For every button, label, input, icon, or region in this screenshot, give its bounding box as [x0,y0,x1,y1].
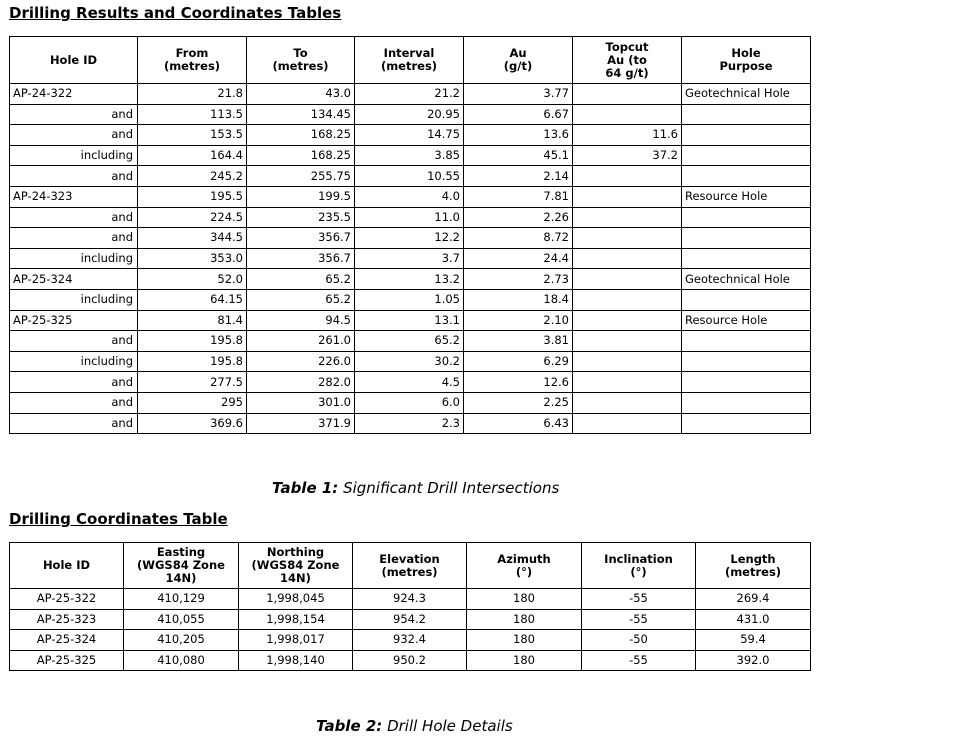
cell-interval: 21.2 [355,84,464,105]
col-easting: Easting (WGS84 Zone 14N) [124,543,239,589]
cell-interval: 14.75 [355,125,464,146]
table2-caption-label: Table 2: [316,717,383,735]
cell-azimuth: 180 [467,609,582,630]
cell-from: 153.5 [138,125,247,146]
col-to: To (metres) [247,37,355,84]
cell-purpose [682,413,811,434]
cell-interval: 65.2 [355,331,464,352]
table-row [10,289,811,310]
cell-elevation: 932.4 [353,630,467,651]
cell-northing: 1,998,140 [239,650,353,671]
cell-topcut [573,84,682,105]
cell-au: 7.81 [464,186,573,207]
cell-purpose [682,104,811,125]
cell-topcut [573,186,682,207]
cell-purpose [682,166,811,187]
cell-au: 18.4 [464,289,573,310]
cell-hole-id: and [10,125,138,146]
cell-au: 2.25 [464,392,573,413]
cell-topcut [573,351,682,372]
cell-au: 8.72 [464,228,573,249]
cell-interval: 10.55 [355,166,464,187]
cell-interval: 6.0 [355,392,464,413]
cell-topcut [573,269,682,290]
cell-topcut: 11.6 [573,125,682,146]
cell-au: 6.43 [464,413,573,434]
cell-to: 261.0 [247,331,355,352]
cell-easting: 410,055 [124,609,239,630]
col-topcut: Topcut Au (to 64 g/t) [573,37,682,84]
cell-au: 2.26 [464,207,573,228]
table-row [10,650,811,671]
cell-hole-id: including [10,248,138,269]
cell-easting: 410,129 [124,589,239,610]
cell-length: 431.0 [696,609,811,630]
col-azimuth: Azimuth (°) [467,543,582,589]
cell-from: 195.8 [138,351,247,372]
cell-au: 2.73 [464,269,573,290]
cell-au: 6.29 [464,351,573,372]
table1-caption [272,479,559,497]
cell-from: 195.5 [138,186,247,207]
cell-hole-id: and [10,392,138,413]
cell-hole-id: and [10,207,138,228]
cell-from: 164.4 [138,145,247,166]
cell-inclination: -55 [582,609,696,630]
table-row [10,589,811,610]
cell-to: 65.2 [247,269,355,290]
cell-au: 3.81 [464,331,573,352]
cell-purpose: Resource Hole [682,310,811,331]
cell-azimuth: 180 [467,589,582,610]
cell-to: 226.0 [247,351,355,372]
cell-to: 356.7 [247,248,355,269]
cell-au: 3.77 [464,84,573,105]
cell-topcut [573,392,682,413]
cell-purpose [682,207,811,228]
cell-from: 21.8 [138,84,247,105]
cell-topcut [573,310,682,331]
cell-interval: 1.05 [355,289,464,310]
cell-from: 344.5 [138,228,247,249]
cell-to: 65.2 [247,289,355,310]
cell-purpose [682,289,811,310]
cell-length: 269.4 [696,589,811,610]
cell-azimuth: 180 [467,650,582,671]
table-row [10,207,811,228]
cell-au: 2.14 [464,166,573,187]
cell-purpose [682,145,811,166]
cell-au: 6.67 [464,104,573,125]
cell-au: 12.6 [464,372,573,393]
cell-from: 195.8 [138,331,247,352]
cell-purpose: Geotechnical Hole [682,269,811,290]
cell-hole-id: AP-25-324 [10,269,138,290]
cell-to: 43.0 [247,84,355,105]
cell-purpose [682,392,811,413]
cell-from: 277.5 [138,372,247,393]
table-row [10,125,811,146]
table-row [10,351,811,372]
cell-elevation: 954.2 [353,609,467,630]
table-row [10,372,811,393]
table-row [10,331,811,352]
cell-topcut [573,228,682,249]
cell-purpose [682,351,811,372]
cell-topcut [573,207,682,228]
cell-elevation: 924.3 [353,589,467,610]
col-elevation: Elevation (metres) [353,543,467,589]
cell-interval: 13.1 [355,310,464,331]
cell-topcut [573,166,682,187]
cell-from: 245.2 [138,166,247,187]
cell-interval: 3.85 [355,145,464,166]
cell-hole-id: AP-25-325 [10,650,124,671]
cell-purpose: Geotechnical Hole [682,84,811,105]
cell-to: 282.0 [247,372,355,393]
cell-northing: 1,998,017 [239,630,353,651]
cell-inclination: -55 [582,589,696,610]
col-length: Length (metres) [696,543,811,589]
cell-hole-id: AP-25-325 [10,310,138,331]
cell-interval: 4.0 [355,186,464,207]
cell-to: 134.45 [247,104,355,125]
table1-caption-text: Significant Drill Intersections [338,479,560,497]
col-northing: Northing (WGS84 Zone 14N) [239,543,353,589]
cell-inclination: -50 [582,630,696,651]
table2-caption-text: Drill Hole Details [382,717,513,735]
cell-topcut [573,248,682,269]
cell-elevation: 950.2 [353,650,467,671]
table-row [10,310,811,331]
cell-easting: 410,205 [124,630,239,651]
drill-intersections-table [9,36,811,434]
cell-purpose [682,228,811,249]
cell-hole-id: including [10,289,138,310]
cell-hole-id: AP-25-322 [10,589,124,610]
table-header-row [10,543,811,589]
cell-purpose: Resource Hole [682,186,811,207]
cell-easting: 410,080 [124,650,239,671]
cell-interval: 4.5 [355,372,464,393]
cell-from: 353.0 [138,248,247,269]
results-heading: Drilling Results and Coordinates Tables [9,4,342,22]
cell-to: 94.5 [247,310,355,331]
cell-hole-id: AP-24-322 [10,84,138,105]
table2-caption [316,717,513,735]
cell-topcut: 37.2 [573,145,682,166]
cell-from: 52.0 [138,269,247,290]
cell-to: 301.0 [247,392,355,413]
table-row [10,392,811,413]
table-row [10,104,811,125]
cell-purpose [682,248,811,269]
cell-interval: 20.95 [355,104,464,125]
col-purpose: Hole Purpose [682,37,811,84]
cell-hole-id: and [10,413,138,434]
cell-hole-id: and [10,104,138,125]
col-from: From (metres) [138,37,247,84]
cell-purpose [682,372,811,393]
cell-interval: 11.0 [355,207,464,228]
cell-topcut [573,331,682,352]
cell-from: 64.15 [138,289,247,310]
cell-to: 199.5 [247,186,355,207]
table-row [10,186,811,207]
col-interval: Interval (metres) [355,37,464,84]
cell-interval: 30.2 [355,351,464,372]
cell-topcut [573,413,682,434]
cell-to: 356.7 [247,228,355,249]
cell-hole-id: and [10,372,138,393]
table-row [10,84,811,105]
cell-hole-id: and [10,228,138,249]
cell-length: 392.0 [696,650,811,671]
cell-interval: 3.7 [355,248,464,269]
table-row [10,269,811,290]
cell-interval: 13.2 [355,269,464,290]
cell-au: 24.4 [464,248,573,269]
table-row [10,609,811,630]
col-hole-id: Hole ID [10,37,138,84]
cell-to: 168.25 [247,125,355,146]
cell-northing: 1,998,154 [239,609,353,630]
cell-purpose [682,331,811,352]
cell-from: 113.5 [138,104,247,125]
cell-from: 81.4 [138,310,247,331]
col-inclination: Inclination (°) [582,543,696,589]
cell-northing: 1,998,045 [239,589,353,610]
cell-hole-id: and [10,166,138,187]
cell-hole-id: AP-25-324 [10,630,124,651]
cell-interval: 2.3 [355,413,464,434]
cell-length: 59.4 [696,630,811,651]
table-row [10,248,811,269]
coordinates-heading: Drilling Coordinates Table [9,510,228,528]
table1-caption-label: Table 1: [272,479,339,497]
col-au: Au (g/t) [464,37,573,84]
cell-purpose [682,125,811,146]
cell-hole-id: AP-25-323 [10,609,124,630]
cell-to: 235.5 [247,207,355,228]
cell-interval: 12.2 [355,228,464,249]
cell-inclination: -55 [582,650,696,671]
drill-hole-details-table [9,542,811,671]
cell-hole-id: AP-24-323 [10,186,138,207]
cell-from: 224.5 [138,207,247,228]
cell-azimuth: 180 [467,630,582,651]
cell-to: 371.9 [247,413,355,434]
table-row [10,228,811,249]
table-row [10,630,811,651]
cell-au: 2.10 [464,310,573,331]
col-hole-id: Hole ID [10,543,124,589]
table-row [10,166,811,187]
table-header-row [10,37,811,84]
cell-topcut [573,289,682,310]
cell-hole-id: including [10,145,138,166]
cell-from: 295 [138,392,247,413]
table-row [10,413,811,434]
cell-hole-id: including [10,351,138,372]
cell-hole-id: and [10,331,138,352]
cell-au: 45.1 [464,145,573,166]
cell-to: 168.25 [247,145,355,166]
cell-to: 255.75 [247,166,355,187]
cell-topcut [573,372,682,393]
table-row [10,145,811,166]
cell-topcut [573,104,682,125]
cell-au: 13.6 [464,125,573,146]
cell-from: 369.6 [138,413,247,434]
